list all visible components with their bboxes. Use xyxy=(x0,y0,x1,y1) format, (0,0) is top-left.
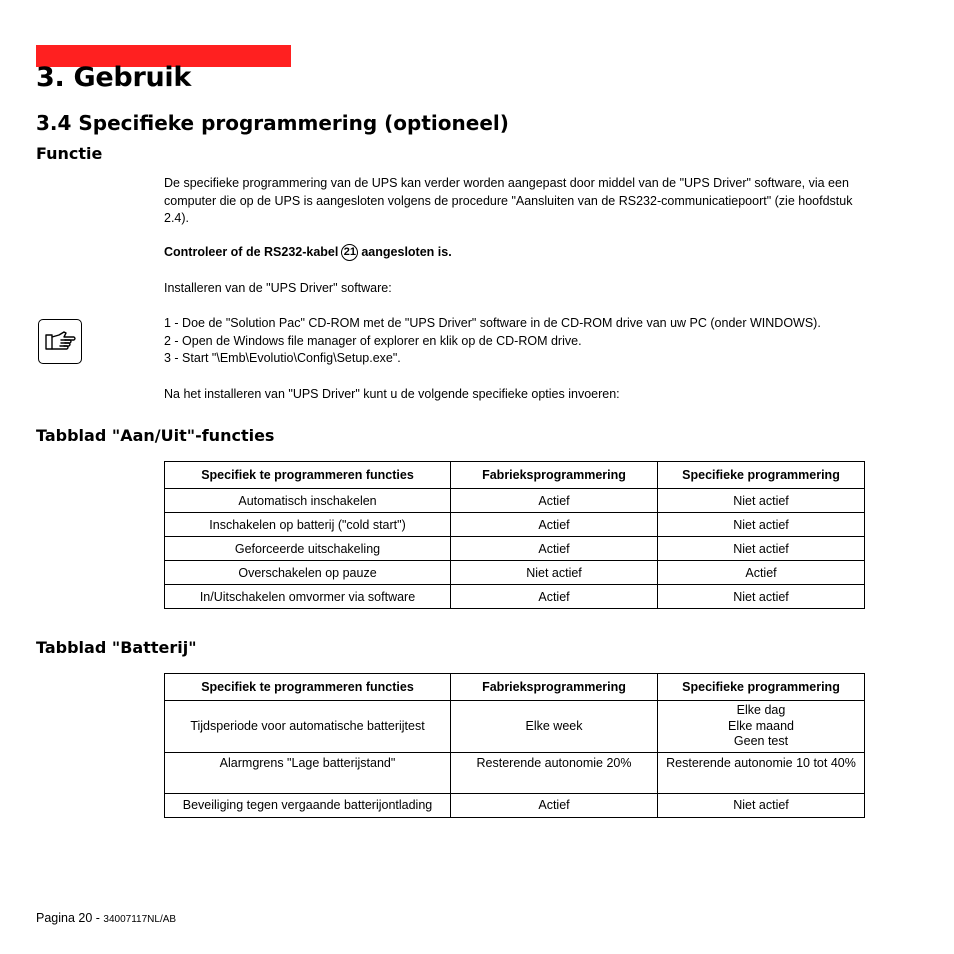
rs232-check-after: aangesloten is. xyxy=(361,245,452,259)
section-title xyxy=(36,111,509,135)
rs232-check-before: Controleer of de RS232-kabel xyxy=(164,245,339,259)
table-cell: Actief xyxy=(451,513,658,537)
table-header-row xyxy=(165,674,865,701)
table-cell: Tijdsperiode voor automatische batterijtest xyxy=(165,701,451,753)
column-header: Specifieke programmering xyxy=(658,462,865,489)
functie-heading: Functie xyxy=(36,144,103,163)
section-title-optional: (optioneel) xyxy=(384,111,509,135)
table-cell: Resterende autonomie 10 tot 40% xyxy=(658,752,865,793)
table-row xyxy=(165,793,865,817)
table-cell: Inschakelen op batterij ("cold start") xyxy=(165,513,451,537)
functie-intro: De specifieke programmering van de UPS kan verder worden aangepast door middel van de "UPS Driver" software, via een computer die op de UPS is aangesloten volgens de procedure "Aansluiten van de RS232-communicatiepoort" (zie hoofdstuk 2.4). xyxy=(164,176,853,225)
table-cell: Actief xyxy=(451,585,658,609)
table-cell: Elke week xyxy=(451,701,658,753)
table-cell: Niet actief xyxy=(658,585,865,609)
batterij-table xyxy=(164,673,865,818)
install-steps xyxy=(164,315,821,368)
table-cell: Elke dag Elke maand Geen test xyxy=(658,701,865,753)
table-cell: Actief xyxy=(451,537,658,561)
table-cell: Niet actief xyxy=(658,537,865,561)
rs232-reference-number: 21 xyxy=(341,244,358,261)
install-step: 1 - Doe de "Solution Pac" CD-ROM met de "UPS Driver" software in de CD-ROM drive van uw PC (onder WINDOWS). xyxy=(164,316,821,330)
table-header-row xyxy=(165,462,865,489)
table-row xyxy=(165,752,865,793)
section-title-bold: 3.4 Specifieke programmering xyxy=(36,111,378,135)
document-code: 34007117NL/AB xyxy=(103,914,177,925)
table-row xyxy=(165,513,865,537)
chapter-title: 3. Gebruik xyxy=(36,62,191,93)
table-row xyxy=(165,537,865,561)
table-cell: In/Uitschakelen omvormer via software xyxy=(165,585,451,609)
column-header: Fabrieksprogrammering xyxy=(451,674,658,701)
table-cell: Niet actief xyxy=(658,489,865,513)
table-cell: Geforceerde uitschakeling xyxy=(165,537,451,561)
tab-aanuit-heading: Tabblad "Aan/Uit"-functies xyxy=(36,426,275,445)
after-install-text: Na het installeren van "UPS Driver" kunt u de volgende specifieke opties invoeren: xyxy=(164,387,620,401)
table-cell: Overschakelen op pauze xyxy=(165,561,451,585)
install-intro: Installeren van de "UPS Driver" software: xyxy=(164,281,392,295)
table-row xyxy=(165,585,865,609)
table-cell: Resterende autonomie 20% xyxy=(451,752,658,793)
pointing-hand-icon xyxy=(38,319,82,364)
install-step: 2 - Open de Windows file manager of explorer en klik op de CD-ROM drive. xyxy=(164,333,582,348)
page-number: Pagina 20 - xyxy=(36,911,100,925)
table-cell: Actief xyxy=(658,561,865,585)
column-header: Fabrieksprogrammering xyxy=(451,462,658,489)
aanuit-table xyxy=(164,461,865,609)
table-cell: Beveiliging tegen vergaande batterijontlading xyxy=(165,793,451,817)
install-step: 3 - Start "\Emb\Evolutio\Config\Setup.exe". xyxy=(164,351,401,365)
table-row xyxy=(165,701,865,753)
column-header: Specifiek te programmeren functies xyxy=(165,462,451,489)
column-header: Specifieke programmering xyxy=(658,674,865,701)
table-cell: Niet actief xyxy=(451,561,658,585)
table-cell: Alarmgrens "Lage batterijstand" xyxy=(165,752,451,793)
table-row xyxy=(165,489,865,513)
tab-batterij-heading: Tabblad "Batterij" xyxy=(36,638,197,657)
table-cell: Actief xyxy=(451,489,658,513)
table-cell: Niet actief xyxy=(658,513,865,537)
table-cell: Niet actief xyxy=(658,793,865,817)
table-row xyxy=(165,561,865,585)
rs232-check-note xyxy=(164,244,864,262)
page-footer xyxy=(36,911,176,925)
column-header: Specifiek te programmeren functies xyxy=(165,674,451,701)
table-cell: Automatisch inschakelen xyxy=(165,489,451,513)
table-cell: Actief xyxy=(451,793,658,817)
